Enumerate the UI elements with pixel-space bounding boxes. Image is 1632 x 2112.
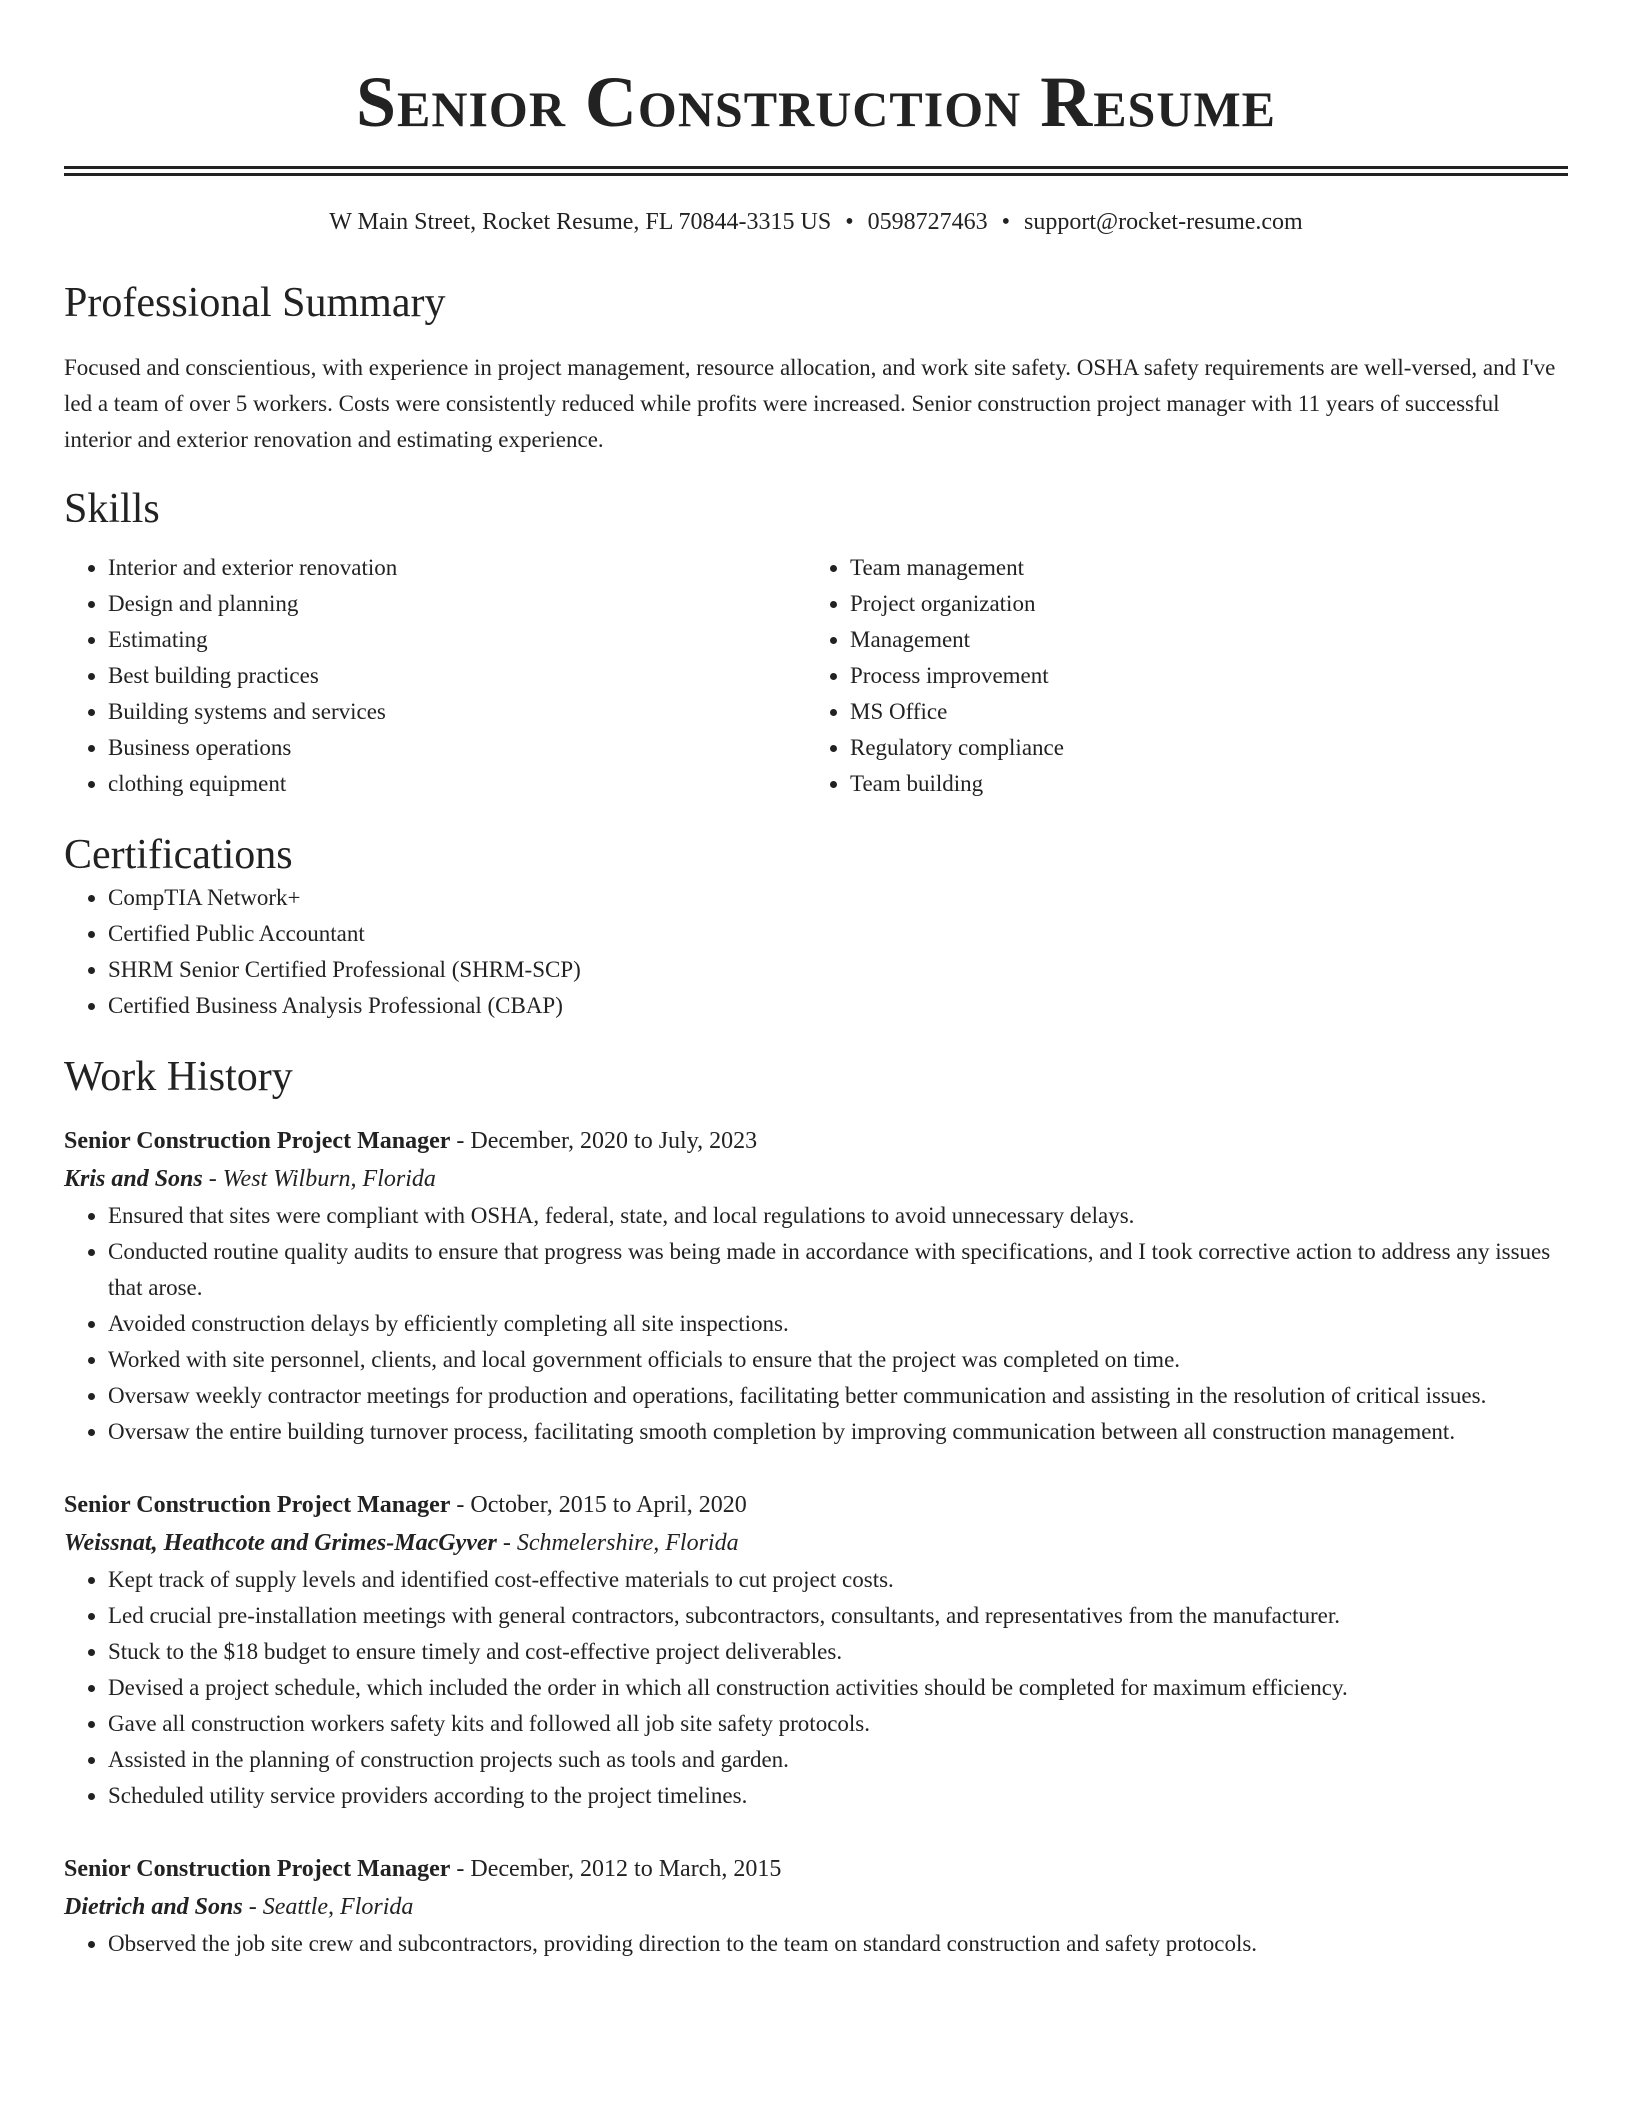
- summary-heading: Professional Summary: [64, 280, 446, 326]
- resume-title: Senior Construction Resume: [355, 62, 1277, 142]
- certification-item: • CompTIA Network+: [108, 880, 1568, 916]
- job-dates: December, 2020 to July, 2023: [470, 1128, 758, 1154]
- job-bullets: [64, 1562, 1568, 1814]
- work-history-heading: Work History: [64, 1054, 293, 1100]
- job-company: Dietrich and Sons: [64, 1894, 243, 1920]
- job-company-line: Weissnat, Heathcote and Grimes-MacGyver - Schmelershire, Florida: [64, 1530, 739, 1556]
- skills-grid: [64, 550, 1568, 802]
- job-location: West Wilburn, Florida: [222, 1166, 436, 1192]
- skill-item: • Process improvement: [850, 658, 1548, 694]
- skill-item: • Best building practices: [108, 658, 806, 694]
- job-bullet: • Oversaw the entire building turnover process, facilitating smooth completion by improving communication between all construction management.: [108, 1414, 1568, 1450]
- skills-heading: Skills: [64, 486, 160, 532]
- skill-item: • Business operations: [108, 730, 806, 766]
- skill-item: • Project organization: [850, 586, 1548, 622]
- work-history-section: [64, 1052, 1568, 1962]
- job-company: Weissnat, Heathcote and Grimes-MacGyver: [64, 1530, 497, 1556]
- contact-separator: •: [845, 209, 854, 235]
- job-company-line: Kris and Sons - West Wilburn, Florida: [64, 1166, 436, 1192]
- job-role: Senior Construction Project Manager: [64, 1492, 451, 1518]
- skill-item: • Regulatory compliance: [850, 730, 1548, 766]
- job-bullet: • Conducted routine quality audits to ensure that progress was being made in accordance with specifications, and I took corrective action to address any issues that arose.: [108, 1234, 1568, 1306]
- certification-item: • Certified Public Accountant: [108, 916, 1568, 952]
- certification-item: • SHRM Senior Certified Professional (SHRM-SCP): [108, 952, 1568, 988]
- certifications-heading: Certifications: [64, 832, 293, 878]
- job-dates: October, 2015 to April, 2020: [470, 1492, 747, 1518]
- summary-text: Focused and conscientious, with experience in project management, resource allocation, and work site safety. OSHA safety requirements are well-versed, and I've led a team of over 5 workers. Costs were consistently reduced while profits were increased. Senior construction project manager with 11 years of successful interior and exterior renovation and estimating experience.: [64, 355, 1556, 452]
- skill-item: • Interior and exterior renovation: [108, 550, 806, 586]
- skill-item: • Management: [850, 622, 1548, 658]
- job-bullets: [64, 1198, 1568, 1450]
- job-bullet: • Worked with site personnel, clients, and local government officials to ensure that the project was completed on time.: [108, 1342, 1568, 1378]
- skill-item: • MS Office: [850, 694, 1548, 730]
- job-bullet: • Led crucial pre-installation meetings with general contractors, subcontractors, consultants, and representatives from the manufacturer.: [108, 1598, 1568, 1634]
- certifications-list: [64, 880, 1568, 1024]
- skill-item: • Building systems and services: [108, 694, 806, 730]
- job-bullet: • Gave all construction workers safety kits and followed all job site safety protocols.: [108, 1706, 1568, 1742]
- job-bullets: [64, 1926, 1568, 1962]
- skill-item: • Design and planning: [108, 586, 806, 622]
- job-title-line: Senior Construction Project Manager - October, 2015 to April, 2020: [64, 1492, 747, 1518]
- skills-column-right: [806, 550, 1548, 802]
- contact-email: support@rocket-resume.com: [1024, 209, 1303, 235]
- job-bullet: • Stuck to the $18 budget to ensure timely and cost-effective project deliverables.: [108, 1634, 1568, 1670]
- job-bullet: • Observed the job site crew and subcontractors, providing direction to the team on standard construction and safety protocols.: [108, 1926, 1568, 1962]
- resume-page: [64, 0, 1568, 1962]
- job-role: Senior Construction Project Manager: [64, 1856, 451, 1882]
- skills-column-left: [64, 550, 806, 802]
- contact-line: [64, 206, 1568, 238]
- certification-item: • Certified Business Analysis Professional (CBAP): [108, 988, 1568, 1024]
- job-entry: [64, 1122, 1568, 1450]
- skill-item: • Team building: [850, 766, 1548, 802]
- skill-item: • Team management: [850, 550, 1548, 586]
- job-company-line: Dietrich and Sons - Seattle, Florida: [64, 1894, 414, 1920]
- contact-separator: •: [1001, 209, 1011, 235]
- skills-section: [64, 484, 1568, 802]
- title-divider: [64, 166, 1568, 176]
- job-bullet: • Oversaw weekly contractor meetings for production and operations, facilitating better communication and assisting in the resolution of critical issues.: [108, 1378, 1568, 1414]
- skill-item: • clothing equipment: [108, 766, 806, 802]
- job-location: Schmelershire, Florida: [516, 1530, 739, 1556]
- job-bullet: • Kept track of supply levels and identified cost-effective materials to cut project costs.: [108, 1562, 1568, 1598]
- job-dates: December, 2012 to March, 2015: [470, 1856, 782, 1882]
- job-bullet: • Assisted in the planning of construction projects such as tools and garden.: [108, 1742, 1568, 1778]
- job-bullet: • Devised a project schedule, which included the order in which all construction activities should be completed for maximum efficiency.: [108, 1670, 1568, 1706]
- job-role: Senior Construction Project Manager: [64, 1128, 451, 1154]
- job-entry: [64, 1850, 1568, 1962]
- certifications-section: [64, 830, 1568, 1024]
- job-bullet: • Avoided construction delays by efficiently completing all site inspections.: [108, 1306, 1568, 1342]
- job-company: Kris and Sons: [64, 1166, 203, 1192]
- job-title-line: Senior Construction Project Manager - December, 2020 to July, 2023: [64, 1128, 758, 1154]
- job-location: Seattle, Florida: [262, 1894, 414, 1920]
- job-bullet: • Scheduled utility service providers according to the project timelines.: [108, 1778, 1568, 1814]
- summary-section: [64, 278, 1568, 458]
- job-bullet: • Ensured that sites were compliant with OSHA, federal, state, and local regulations to avoid unnecessary delays.: [108, 1198, 1568, 1234]
- job-title-line: Senior Construction Project Manager - December, 2012 to March, 2015: [64, 1856, 782, 1882]
- skill-item: • Estimating: [108, 622, 806, 658]
- contact-address: W Main Street, Rocket Resume, FL 70844-3315 US: [329, 209, 832, 235]
- contact-phone: 0598727463: [867, 209, 988, 235]
- job-entry: [64, 1486, 1568, 1814]
